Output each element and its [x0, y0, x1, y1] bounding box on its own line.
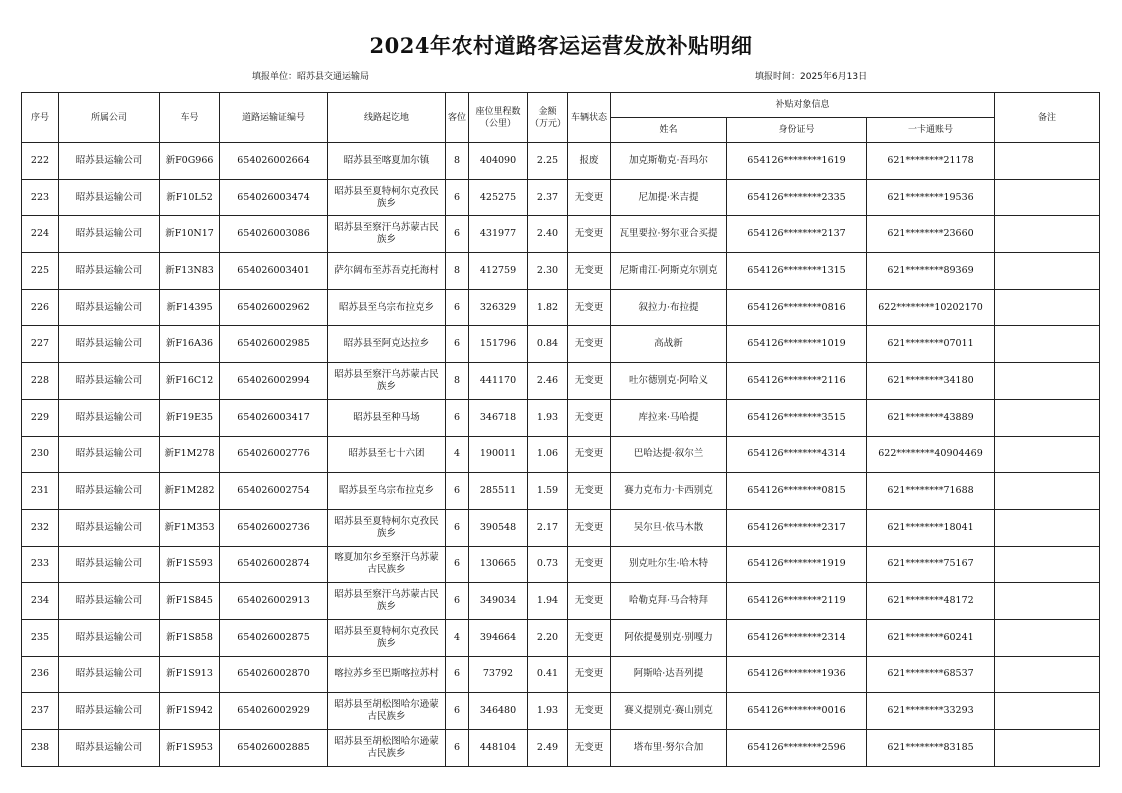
- cell-mileage: 431977: [469, 216, 528, 253]
- cell-remarks: [995, 619, 1100, 656]
- cell-status: 无变更: [568, 619, 611, 656]
- document-title: 2024年农村道路客运运营发放补贴明细: [369, 33, 753, 58]
- table-row: [22, 326, 1100, 363]
- cell-name: 尼加提·米吉提: [611, 179, 727, 216]
- report-date: 填报时间：2025年6月13日: [755, 72, 868, 82]
- cell-plate: 新F10L52: [160, 179, 220, 216]
- cell-seq: 223: [22, 179, 59, 216]
- cell-route: 昭苏县至乌宗布拉克乡: [328, 473, 446, 510]
- header-status: 车辆状态: [568, 93, 611, 143]
- cell-id-number: 654126********2317: [727, 509, 867, 546]
- cell-permit: 654026002885: [220, 730, 328, 767]
- cell-card-account: 621********33293: [867, 693, 995, 730]
- cell-mileage: 326329: [469, 289, 528, 326]
- cell-permit: 654026003474: [220, 179, 328, 216]
- cell-amount: 2.49: [528, 730, 568, 767]
- cell-id-number: 654126********4314: [727, 436, 867, 473]
- cell-permit: 654026002929: [220, 693, 328, 730]
- cell-seats: 6: [446, 216, 469, 253]
- cell-remarks: [995, 399, 1100, 436]
- cell-name: 吐尔德别克·阿哈义: [611, 363, 727, 400]
- cell-company: 昭苏县运输公司: [59, 363, 160, 400]
- cell-id-number: 654126********3515: [727, 399, 867, 436]
- table-row: [22, 289, 1100, 326]
- cell-plate: 新F1S913: [160, 656, 220, 693]
- table-row: [22, 143, 1100, 180]
- cell-status: 无变更: [568, 583, 611, 620]
- cell-name: 赛力克布力·卡西别克: [611, 473, 727, 510]
- cell-seq: 237: [22, 693, 59, 730]
- cell-mileage: 448104: [469, 730, 528, 767]
- cell-permit: 654026002994: [220, 363, 328, 400]
- cell-id-number: 654126********1315: [727, 253, 867, 290]
- cell-remarks: [995, 693, 1100, 730]
- cell-company: 昭苏县运输公司: [59, 656, 160, 693]
- header-card-account: 一卡通账号: [867, 118, 995, 143]
- cell-seq: 236: [22, 656, 59, 693]
- cell-amount: 0.84: [528, 326, 568, 363]
- cell-company: 昭苏县运输公司: [59, 289, 160, 326]
- cell-route: 昭苏县至夏特柯尔克孜民族乡: [328, 179, 446, 216]
- cell-name: 赛义提别克·赛山别克: [611, 693, 727, 730]
- cell-name: 巴哈达提·叙尔兰: [611, 436, 727, 473]
- cell-id-number: 654126********2314: [727, 619, 867, 656]
- cell-amount: 0.41: [528, 656, 568, 693]
- header-amount: 金额（万元）: [528, 93, 568, 143]
- cell-seats: 8: [446, 363, 469, 400]
- cell-route: 昭苏县至阿克达拉乡: [328, 326, 446, 363]
- cell-company: 昭苏县运输公司: [59, 583, 160, 620]
- table-row: [22, 546, 1100, 583]
- table-row: [22, 179, 1100, 216]
- cell-company: 昭苏县运输公司: [59, 143, 160, 180]
- table-row: [22, 656, 1100, 693]
- cell-amount: 2.46: [528, 363, 568, 400]
- cell-permit: 654026003401: [220, 253, 328, 290]
- header-seq: 序号: [22, 93, 59, 143]
- cell-seq: 235: [22, 619, 59, 656]
- cell-id-number: 654126********1936: [727, 656, 867, 693]
- cell-amount: 1.82: [528, 289, 568, 326]
- cell-remarks: [995, 143, 1100, 180]
- header-seats: 客位: [446, 93, 469, 143]
- cell-plate: 新F1S593: [160, 546, 220, 583]
- cell-card-account: 622********40904469: [867, 436, 995, 473]
- cell-company: 昭苏县运输公司: [59, 730, 160, 767]
- cell-plate: 新F1S953: [160, 730, 220, 767]
- cell-seats: 6: [446, 693, 469, 730]
- cell-seq: 234: [22, 583, 59, 620]
- cell-route: 喀拉苏乡至巴斯喀拉苏村: [328, 656, 446, 693]
- cell-seats: 6: [446, 473, 469, 510]
- cell-name: 加克斯勒克·吾玛尔: [611, 143, 727, 180]
- cell-card-account: 621********48172: [867, 583, 995, 620]
- cell-seats: 4: [446, 436, 469, 473]
- cell-status: 无变更: [568, 509, 611, 546]
- cell-seq: 225: [22, 253, 59, 290]
- cell-id-number: 654126********2335: [727, 179, 867, 216]
- cell-plate: 新F1M353: [160, 509, 220, 546]
- cell-route: 喀夏加尔乡至察汗乌苏蒙古民族乡: [328, 546, 446, 583]
- cell-name: 瓦里要拉·努尔亚合买提: [611, 216, 727, 253]
- cell-permit: 654026002875: [220, 619, 328, 656]
- cell-name: 库拉来·马哈提: [611, 399, 727, 436]
- cell-name: 阿斯哈·达吾列提: [611, 656, 727, 693]
- cell-route: 昭苏县至察汗乌苏蒙古民族乡: [328, 216, 446, 253]
- cell-seats: 6: [446, 399, 469, 436]
- cell-mileage: 404090: [469, 143, 528, 180]
- cell-id-number: 654126********1919: [727, 546, 867, 583]
- cell-remarks: [995, 509, 1100, 546]
- table-row: [22, 693, 1100, 730]
- cell-route: 昭苏县至胡松图哈尔逊蒙古民族乡: [328, 730, 446, 767]
- cell-seq: 231: [22, 473, 59, 510]
- table-body: [22, 143, 1100, 767]
- cell-permit: 654026002870: [220, 656, 328, 693]
- cell-remarks: [995, 179, 1100, 216]
- cell-status: 无变更: [568, 473, 611, 510]
- cell-mileage: 425275: [469, 179, 528, 216]
- table-row: [22, 363, 1100, 400]
- cell-mileage: 346480: [469, 693, 528, 730]
- cell-amount: 1.93: [528, 399, 568, 436]
- cell-seats: 4: [446, 619, 469, 656]
- cell-permit: 654026002913: [220, 583, 328, 620]
- cell-company: 昭苏县运输公司: [59, 473, 160, 510]
- cell-company: 昭苏县运输公司: [59, 216, 160, 253]
- cell-seats: 6: [446, 509, 469, 546]
- cell-card-account: 621********43889: [867, 399, 995, 436]
- cell-seq: 232: [22, 509, 59, 546]
- cell-plate: 新F1S858: [160, 619, 220, 656]
- cell-permit: 654026003417: [220, 399, 328, 436]
- cell-status: 无变更: [568, 289, 611, 326]
- cell-mileage: 412759: [469, 253, 528, 290]
- cell-permit: 654026003086: [220, 216, 328, 253]
- cell-amount: 2.20: [528, 619, 568, 656]
- cell-mileage: 151796: [469, 326, 528, 363]
- cell-route: 昭苏县至乌宗布拉克乡: [328, 289, 446, 326]
- header-name: 姓名: [611, 118, 727, 143]
- cell-company: 昭苏县运输公司: [59, 179, 160, 216]
- cell-seq: 227: [22, 326, 59, 363]
- cell-company: 昭苏县运输公司: [59, 509, 160, 546]
- cell-permit: 654026002985: [220, 326, 328, 363]
- cell-id-number: 654126********2596: [727, 730, 867, 767]
- cell-name: 阿依提曼别克·别嘎力: [611, 619, 727, 656]
- cell-remarks: [995, 253, 1100, 290]
- reporting-unit: 填报单位：昭苏县交通运输局: [252, 72, 370, 82]
- cell-seq: 222: [22, 143, 59, 180]
- cell-status: 无变更: [568, 253, 611, 290]
- cell-card-account: 621********18041: [867, 509, 995, 546]
- cell-route: 昭苏县至夏特柯尔克孜民族乡: [328, 619, 446, 656]
- cell-company: 昭苏县运输公司: [59, 399, 160, 436]
- cell-permit: 654026002736: [220, 509, 328, 546]
- cell-seats: 6: [446, 656, 469, 693]
- cell-seq: 233: [22, 546, 59, 583]
- cell-name: 塔布里·努尔合加: [611, 730, 727, 767]
- subsidy-table: [21, 92, 1100, 767]
- table-row: [22, 730, 1100, 767]
- cell-plate: 新F1M282: [160, 473, 220, 510]
- cell-id-number: 654126********0016: [727, 693, 867, 730]
- cell-id-number: 654126********0815: [727, 473, 867, 510]
- cell-amount: 2.37: [528, 179, 568, 216]
- table-row: [22, 436, 1100, 473]
- cell-card-account: 621********89369: [867, 253, 995, 290]
- cell-id-number: 654126********2137: [727, 216, 867, 253]
- cell-seats: 6: [446, 583, 469, 620]
- cell-status: 无变更: [568, 326, 611, 363]
- cell-mileage: 190011: [469, 436, 528, 473]
- cell-route: 昭苏县至夏特柯尔克孜民族乡: [328, 509, 446, 546]
- cell-permit: 654026002874: [220, 546, 328, 583]
- cell-remarks: [995, 583, 1100, 620]
- cell-plate: 新F1S845: [160, 583, 220, 620]
- table-row: [22, 399, 1100, 436]
- cell-plate: 新F16A36: [160, 326, 220, 363]
- cell-mileage: 73792: [469, 656, 528, 693]
- cell-card-account: 621********19536: [867, 179, 995, 216]
- table-row: [22, 253, 1100, 290]
- header-mileage: 座位里程数（公里）: [469, 93, 528, 143]
- table-row: [22, 619, 1100, 656]
- cell-mileage: 349034: [469, 583, 528, 620]
- cell-plate: 新F1S942: [160, 693, 220, 730]
- header-company: 所属公司: [59, 93, 160, 143]
- cell-mileage: 285511: [469, 473, 528, 510]
- cell-amount: 2.17: [528, 509, 568, 546]
- header-permit: 道路运输证编号: [220, 93, 328, 143]
- cell-card-account: 621********07011: [867, 326, 995, 363]
- cell-card-account: 621********68537: [867, 656, 995, 693]
- header-plate: 车号: [160, 93, 220, 143]
- header-route: 线路起讫地: [328, 93, 446, 143]
- cell-status: 无变更: [568, 179, 611, 216]
- cell-status: 报废: [568, 143, 611, 180]
- cell-plate: 新F16C12: [160, 363, 220, 400]
- cell-seats: 6: [446, 730, 469, 767]
- cell-amount: 1.94: [528, 583, 568, 620]
- cell-permit: 654026002664: [220, 143, 328, 180]
- cell-id-number: 654126********2119: [727, 583, 867, 620]
- cell-name: 尼斯甫江·阿斯克尔别克: [611, 253, 727, 290]
- cell-seq: 228: [22, 363, 59, 400]
- cell-plate: 新F10N17: [160, 216, 220, 253]
- cell-route: 昭苏县至察汗乌苏蒙古民族乡: [328, 583, 446, 620]
- cell-remarks: [995, 326, 1100, 363]
- cell-status: 无变更: [568, 730, 611, 767]
- cell-id-number: 654126********1019: [727, 326, 867, 363]
- cell-amount: 0.73: [528, 546, 568, 583]
- cell-card-account: 622********10202170: [867, 289, 995, 326]
- cell-permit: 654026002776: [220, 436, 328, 473]
- cell-name: 吴尔旦·依马木散: [611, 509, 727, 546]
- cell-route: 萨尔阔布至苏吾克托海村: [328, 253, 446, 290]
- cell-card-account: 621********75167: [867, 546, 995, 583]
- table-row: [22, 509, 1100, 546]
- cell-seats: 6: [446, 179, 469, 216]
- table-row: [22, 583, 1100, 620]
- cell-remarks: [995, 216, 1100, 253]
- cell-plate: 新F13N83: [160, 253, 220, 290]
- cell-card-account: 621********60241: [867, 619, 995, 656]
- cell-card-account: 621********83185: [867, 730, 995, 767]
- cell-mileage: 390548: [469, 509, 528, 546]
- cell-seats: 6: [446, 289, 469, 326]
- header-id-number: 身份证号: [727, 118, 867, 143]
- cell-route: 昭苏县至胡松图哈尔逊蒙古民族乡: [328, 693, 446, 730]
- header-subsidy-group: 补贴对象信息: [611, 93, 995, 118]
- cell-card-account: 621********21178: [867, 143, 995, 180]
- cell-company: 昭苏县运输公司: [59, 326, 160, 363]
- cell-remarks: [995, 289, 1100, 326]
- cell-status: 无变更: [568, 693, 611, 730]
- cell-status: 无变更: [568, 436, 611, 473]
- cell-seq: 238: [22, 730, 59, 767]
- cell-status: 无变更: [568, 399, 611, 436]
- cell-plate: 新F1M278: [160, 436, 220, 473]
- cell-amount: 1.93: [528, 693, 568, 730]
- cell-seq: 230: [22, 436, 59, 473]
- cell-company: 昭苏县运输公司: [59, 619, 160, 656]
- cell-status: 无变更: [568, 216, 611, 253]
- cell-remarks: [995, 656, 1100, 693]
- cell-seq: 226: [22, 289, 59, 326]
- header-remarks: 备注: [995, 93, 1100, 143]
- cell-route: 昭苏县至七十六团: [328, 436, 446, 473]
- cell-name: 叙拉力·布拉提: [611, 289, 727, 326]
- cell-status: 无变更: [568, 363, 611, 400]
- cell-amount: 2.40: [528, 216, 568, 253]
- cell-amount: 1.06: [528, 436, 568, 473]
- cell-seats: 6: [446, 326, 469, 363]
- cell-seats: 8: [446, 253, 469, 290]
- cell-mileage: 130665: [469, 546, 528, 583]
- cell-mileage: 346718: [469, 399, 528, 436]
- cell-plate: 新F0G966: [160, 143, 220, 180]
- cell-seats: 6: [446, 546, 469, 583]
- cell-status: 无变更: [568, 656, 611, 693]
- cell-route: 昭苏县至察汗乌苏蒙古民族乡: [328, 363, 446, 400]
- cell-remarks: [995, 546, 1100, 583]
- cell-name: 别克吐尔生·哈木特: [611, 546, 727, 583]
- cell-amount: 2.30: [528, 253, 568, 290]
- cell-amount: 2.25: [528, 143, 568, 180]
- cell-company: 昭苏县运输公司: [59, 693, 160, 730]
- cell-company: 昭苏县运输公司: [59, 546, 160, 583]
- cell-amount: 1.59: [528, 473, 568, 510]
- cell-route: 昭苏县至喀夏加尔镇: [328, 143, 446, 180]
- cell-plate: 新F19E35: [160, 399, 220, 436]
- cell-card-account: 621********34180: [867, 363, 995, 400]
- cell-seats: 8: [446, 143, 469, 180]
- cell-id-number: 654126********1619: [727, 143, 867, 180]
- cell-name: 哈勒克拜·马合特拜: [611, 583, 727, 620]
- cell-seq: 229: [22, 399, 59, 436]
- cell-permit: 654026002962: [220, 289, 328, 326]
- cell-remarks: [995, 730, 1100, 767]
- cell-plate: 新F14395: [160, 289, 220, 326]
- cell-company: 昭苏县运输公司: [59, 436, 160, 473]
- cell-remarks: [995, 363, 1100, 400]
- cell-mileage: 394664: [469, 619, 528, 656]
- cell-id-number: 654126********2116: [727, 363, 867, 400]
- cell-route: 昭苏县至种马场: [328, 399, 446, 436]
- cell-remarks: [995, 473, 1100, 510]
- cell-remarks: [995, 436, 1100, 473]
- cell-seq: 224: [22, 216, 59, 253]
- cell-card-account: 621********23660: [867, 216, 995, 253]
- cell-card-account: 621********71688: [867, 473, 995, 510]
- cell-name: 高战新: [611, 326, 727, 363]
- cell-id-number: 654126********0816: [727, 289, 867, 326]
- cell-status: 无变更: [568, 546, 611, 583]
- table-row: [22, 216, 1100, 253]
- cell-mileage: 441170: [469, 363, 528, 400]
- cell-company: 昭苏县运输公司: [59, 253, 160, 290]
- table-row: [22, 473, 1100, 510]
- cell-permit: 654026002754: [220, 473, 328, 510]
